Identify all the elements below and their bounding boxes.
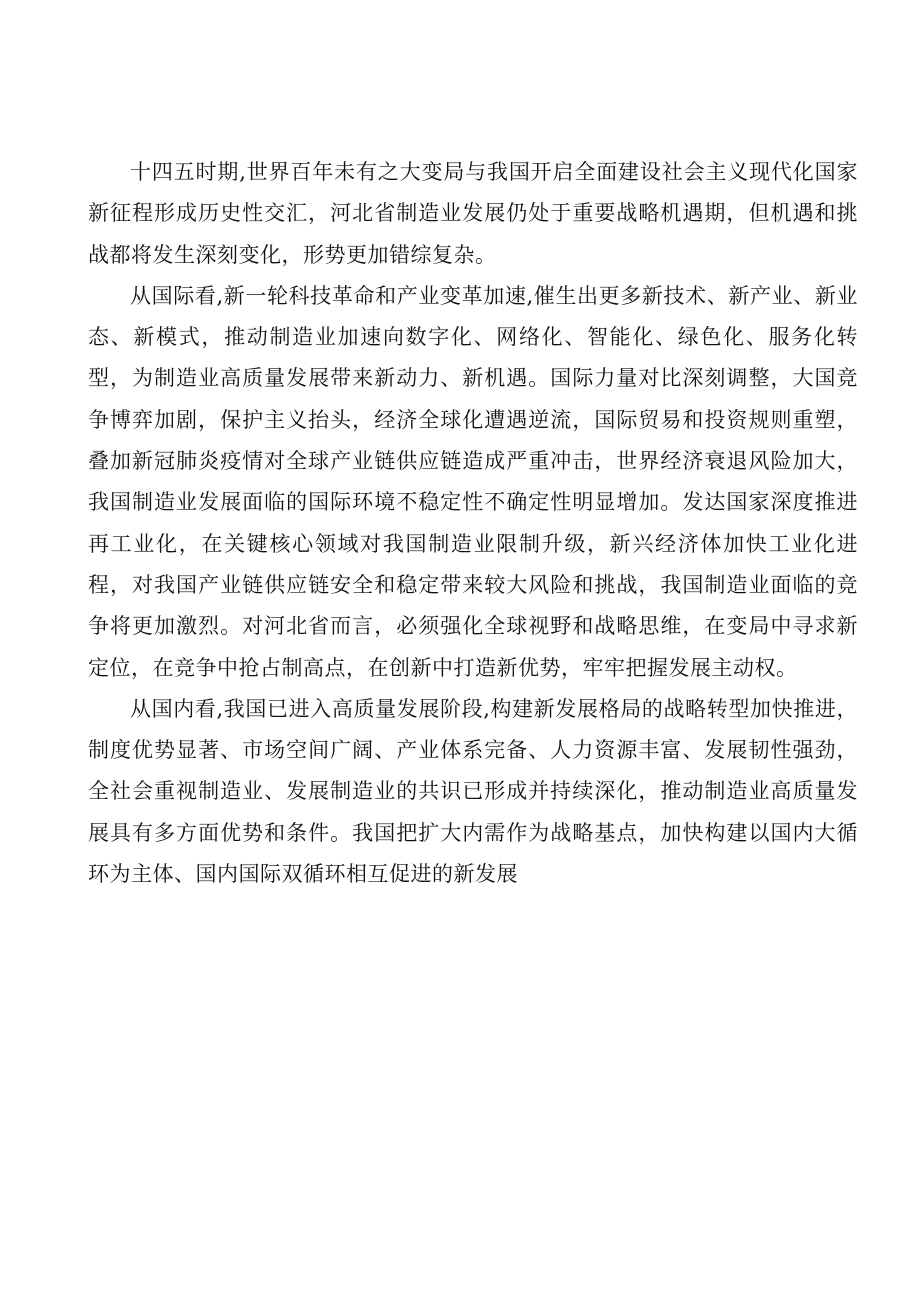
paragraph-period-overview: 十四五时期,世界百年未有之大变局与我国开启全面建设社会主义现代化国家新征程形成历史性交汇，河北省制造业发展仍处于重要战略机遇期，但机遇和挑战都将发生深刻变化，形势更加错综复杂。 — [88, 160, 858, 267]
paragraph-international-outlook: 从国际看,新一轮科技革命和产业变革加速,催生出更多新技术、新产业、新业态、新模式，推动制造业加速向数字化、网络化、智能化、绿色化、服务化转型，为制造业高质量发展带来新动力、新机遇。国际力量对比深刻调整，大国竞争博弈加剧，保护主义抬头，经济全球化遭遇逆流，国际贸易和投资规则重塑，叠加新冠肺炎疫情对全球产业链供应链造成严重冲击，世界经济衰退风险加大，我国制造业发展面临的国际环境不稳定性不确定性明显增加。发达国家深度推进再工业化，在关键核心领域对我国制造业限制升级，新兴经济体加快工业化进程，对我国产业链供应链安全和稳定带来较大风险和挑战，我国制造业面临的竞争将更加激烈。对河北省而言，必须强化全球视野和战略思维，在变局中寻求新定位，在竞争中抢占制高点，在创新中打造新优势，牢牢把握发展主动权。 — [88, 283, 858, 680]
document-body — [88, 152, 858, 895]
paragraph-domestic-outlook: 从国内看,我国已进入高质量发展阶段,构建新发展格局的战略转型加快推进，制度优势显著、市场空间广阔、产业体系完备、人力资源丰富、发展韧性强劲，全社会重视制造业、发展制造业的共识已形成并持续深化，推动制造业高质量发展具有多方面优势和条件。我国把扩大内需作为战略基点，加快构建以国内大循环为主体、国内国际双循环相互促进的新发展 — [88, 696, 858, 887]
